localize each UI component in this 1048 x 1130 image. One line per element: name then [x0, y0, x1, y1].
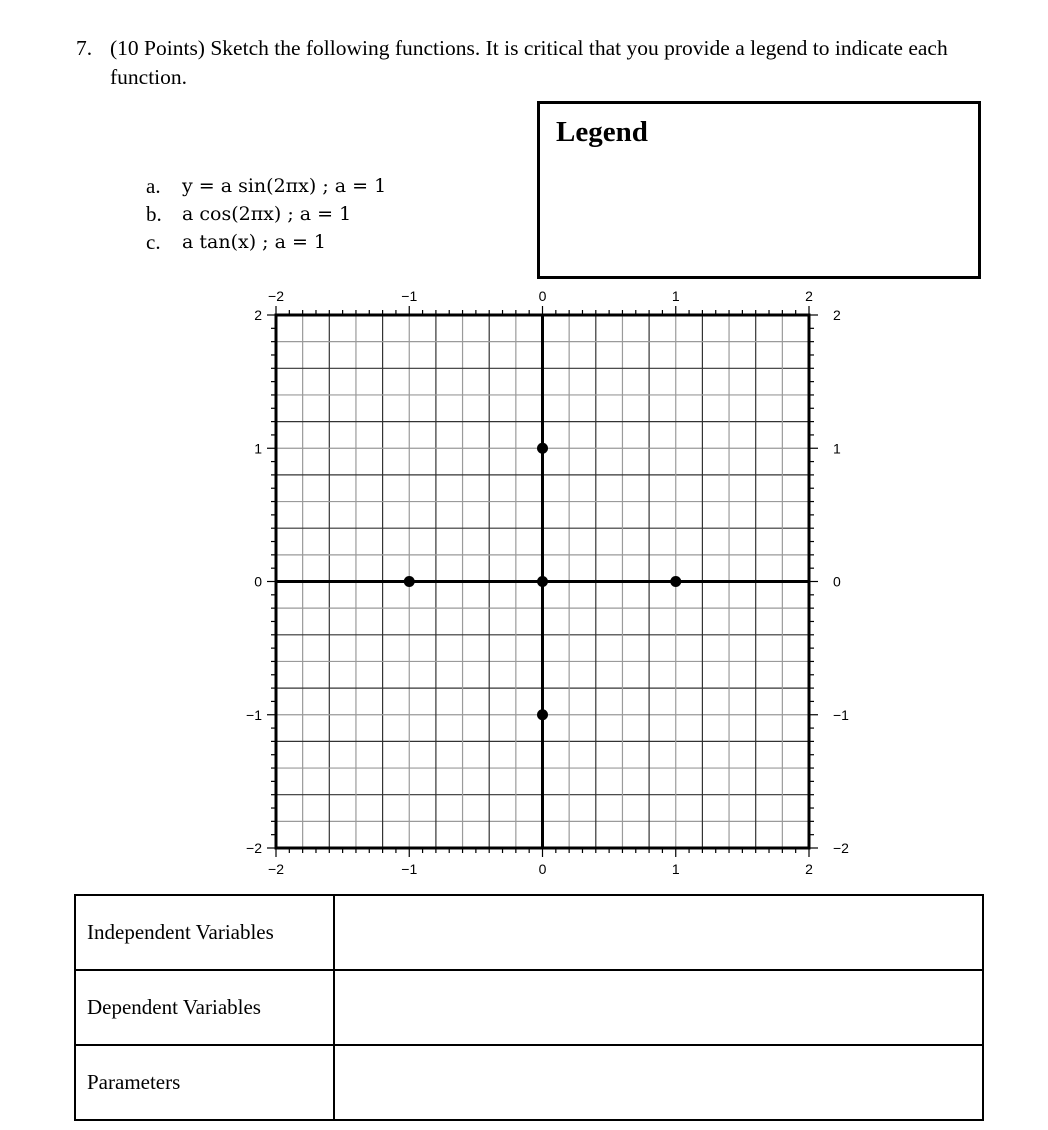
y-tick-label-right: 1: [833, 440, 841, 457]
data-point: [404, 576, 415, 587]
y-tick-label-right: 0: [833, 573, 841, 590]
y-tick-label-right: −1: [833, 706, 849, 723]
table-row: [75, 1045, 983, 1120]
x-tick-label-top: −2: [268, 288, 284, 304]
table-row: [75, 970, 983, 1045]
question-number: 7.: [76, 36, 93, 60]
answer-cell-independent[interactable]: [334, 895, 983, 970]
legend-title: Legend: [556, 116, 648, 148]
y-tick-label-right: −2: [833, 840, 849, 856]
y-tick-label-left: −1: [246, 706, 262, 723]
y-tick-label-left: 2: [254, 307, 262, 323]
data-point: [537, 709, 548, 720]
x-tick-label-bottom: −2: [268, 861, 284, 877]
answer-cell-dependent[interactable]: [334, 970, 983, 1045]
function-expression: y = a sin(2πx) ; a = 1: [182, 175, 387, 197]
function-label: b.: [146, 202, 162, 226]
data-point: [537, 576, 548, 587]
function-label: a.: [146, 174, 161, 198]
x-tick-label-top: 2: [805, 288, 813, 304]
x-tick-label-bottom: 2: [805, 861, 813, 877]
row-label-parameters: Parameters: [75, 1045, 334, 1120]
y-tick-label-left: 0: [254, 573, 262, 590]
x-tick-label-top: 0: [538, 288, 547, 304]
question-text: (10 Points) Sketch the following functions. It is critical that you provide a legend to indicate each function.: [110, 36, 948, 89]
x-tick-label-top: −1: [401, 288, 418, 304]
x-tick-label-bottom: 0: [538, 861, 547, 877]
data-point: [670, 576, 681, 587]
y-tick-label-left: 1: [254, 440, 262, 457]
function-label: c.: [146, 230, 161, 254]
x-tick-label-bottom: 1: [671, 861, 680, 877]
y-tick-label-right: 2: [833, 307, 841, 323]
row-label-dependent: Dependent Variables: [75, 970, 334, 1045]
x-tick-label-top: 1: [671, 288, 680, 304]
row-label-independent: Independent Variables: [75, 895, 334, 970]
data-point: [537, 443, 548, 454]
table-row: [75, 895, 983, 970]
variables-table: [74, 894, 984, 1121]
y-tick-label-left: −2: [246, 840, 262, 856]
function-expression: a tan(x) ; a = 1: [182, 231, 327, 253]
function-expression: a cos(2πx) ; a = 1: [182, 203, 352, 225]
answer-cell-parameters[interactable]: [334, 1045, 983, 1120]
x-tick-label-bottom: −1: [401, 861, 418, 877]
